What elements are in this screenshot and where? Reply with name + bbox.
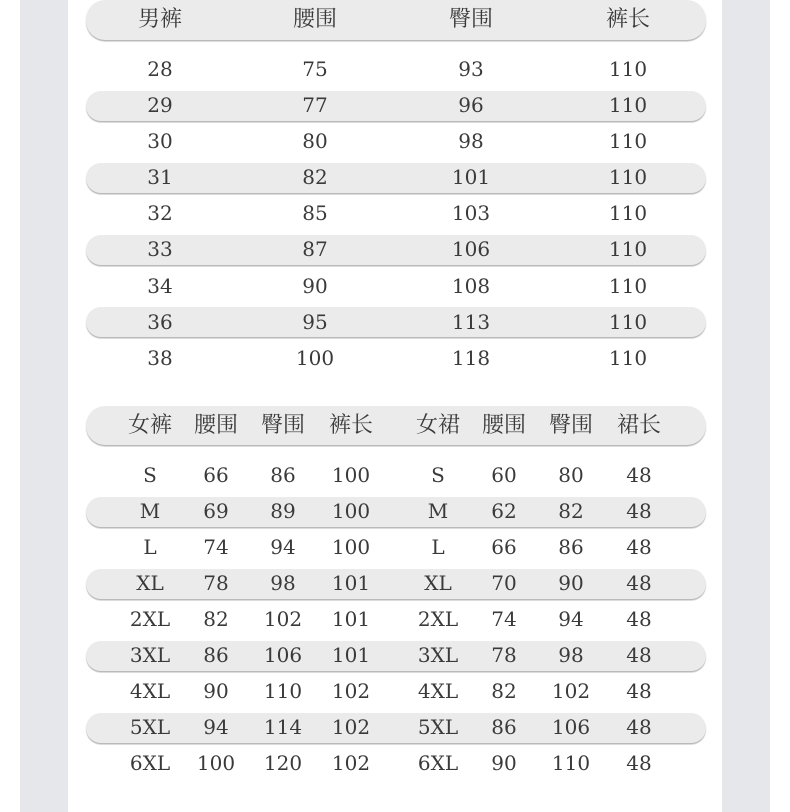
table-row — [0, 637, 790, 673]
pants-waist-cell: 90 — [203, 679, 229, 703]
waist-cell: 80 — [302, 129, 328, 153]
skirt-waist-cell: 74 — [491, 607, 517, 631]
pants-waist-cell: 86 — [203, 643, 229, 667]
table-row — [0, 673, 790, 709]
pants-length-cell: 102 — [331, 751, 371, 775]
skirt-hip-cell: 80 — [558, 463, 584, 487]
hip-cell: 106 — [451, 237, 491, 261]
pants-waist-cell: 66 — [203, 463, 229, 487]
pants-size-cell: 3XL — [129, 643, 171, 667]
table-row — [0, 601, 790, 637]
pants-hip-cell: 106 — [263, 643, 303, 667]
hip-cell: 103 — [451, 201, 491, 225]
skirt-size-cell: 2XL — [417, 607, 459, 631]
size-cell: 31 — [147, 165, 173, 189]
skirt-length-cell: 48 — [626, 643, 652, 667]
skirt-hip-cell: 102 — [551, 679, 591, 703]
skirt-hip-cell: 94 — [558, 607, 584, 631]
pants-hip-cell: 102 — [263, 607, 303, 631]
skirt-waist-cell: 66 — [491, 535, 517, 559]
size-cell: 28 — [147, 57, 173, 81]
size-cell: 36 — [147, 310, 173, 334]
length-cell: 110 — [608, 310, 648, 334]
skirt-hip-cell: 110 — [551, 751, 591, 775]
pants-hip-cell: 120 — [263, 751, 303, 775]
pants-waist-cell: 94 — [203, 715, 229, 739]
skirt-hip-cell: 86 — [558, 535, 584, 559]
table-row — [0, 87, 790, 123]
women-header-row — [0, 406, 790, 446]
pants-hip-cell: 114 — [263, 715, 303, 739]
table-row — [0, 268, 790, 304]
skirt-length-cell: 48 — [626, 679, 652, 703]
skirt-length-cell: 48 — [626, 535, 652, 559]
pants-size-cell: XL — [136, 571, 164, 595]
hip-cell: 93 — [458, 57, 484, 81]
table-row — [0, 709, 790, 745]
size-cell: 33 — [147, 237, 173, 261]
pants-hip-cell: 89 — [270, 499, 296, 523]
pants-hip-cell: 86 — [270, 463, 296, 487]
skirt-hip-cell: 106 — [551, 715, 591, 739]
pants-size-cell: 4XL — [129, 679, 171, 703]
skirt-hip-cell: 82 — [558, 499, 584, 523]
waist-cell: 77 — [302, 93, 328, 117]
pants-length-cell: 101 — [331, 643, 371, 667]
waist-cell: 87 — [302, 237, 328, 261]
women-header-pants-hip: 臀围 — [260, 413, 305, 438]
skirt-length-cell: 48 — [626, 715, 652, 739]
skirt-size-cell: M — [427, 499, 449, 523]
women-header-skirt-hip: 臀围 — [548, 413, 593, 438]
waist-cell: 85 — [302, 201, 328, 225]
women-header-pants-length: 裤长 — [328, 413, 373, 438]
skirt-length-cell: 48 — [626, 571, 652, 595]
skirt-waist-cell: 60 — [491, 463, 517, 487]
pants-size-cell: L — [143, 535, 157, 559]
men-header-length: 裤长 — [605, 7, 650, 32]
skirt-length-cell: 48 — [626, 751, 652, 775]
table-row — [0, 231, 790, 267]
length-cell: 110 — [608, 129, 648, 153]
women-header-skirt-length: 裙长 — [616, 413, 661, 438]
length-cell: 110 — [608, 201, 648, 225]
waist-cell: 100 — [295, 346, 335, 370]
skirt-size-cell: 3XL — [417, 643, 459, 667]
pants-length-cell: 101 — [331, 607, 371, 631]
skirt-size-cell: 5XL — [417, 715, 459, 739]
size-cell: 29 — [147, 93, 173, 117]
women-header-pants-size: 女裤 — [127, 413, 172, 438]
women-header-skirt-waist: 腰围 — [481, 413, 526, 438]
length-cell: 110 — [608, 93, 648, 117]
table-row — [0, 529, 790, 565]
pants-waist-cell: 78 — [203, 571, 229, 595]
skirt-length-cell: 48 — [626, 463, 652, 487]
skirt-size-cell: 6XL — [417, 751, 459, 775]
skirt-length-cell: 48 — [626, 499, 652, 523]
women-header-skirt-size: 女裙 — [415, 413, 460, 438]
hip-cell: 96 — [458, 93, 484, 117]
skirt-waist-cell: 82 — [491, 679, 517, 703]
pants-size-cell: S — [143, 463, 157, 487]
pants-length-cell: 100 — [331, 499, 371, 523]
table-row — [0, 565, 790, 601]
skirt-waist-cell: 86 — [491, 715, 517, 739]
table-row — [0, 195, 790, 231]
pants-size-cell: M — [139, 499, 161, 523]
table-row — [0, 159, 790, 195]
table-row — [0, 304, 790, 340]
pants-waist-cell: 82 — [203, 607, 229, 631]
pants-size-cell: 5XL — [129, 715, 171, 739]
waist-cell: 75 — [302, 57, 328, 81]
skirt-size-cell: S — [431, 463, 445, 487]
pants-size-cell: 6XL — [129, 751, 171, 775]
waist-cell: 82 — [302, 165, 328, 189]
men-header-size: 男裤 — [137, 7, 182, 32]
men-header-hip: 臀围 — [448, 7, 493, 32]
skirt-waist-cell: 62 — [491, 499, 517, 523]
hip-cell: 101 — [451, 165, 491, 189]
waist-cell: 95 — [302, 310, 328, 334]
table-row — [0, 745, 790, 781]
pants-hip-cell: 94 — [270, 535, 296, 559]
women-header-pants-waist: 腰围 — [193, 413, 238, 438]
skirt-waist-cell: 70 — [491, 571, 517, 595]
pants-waist-cell: 74 — [203, 535, 229, 559]
pants-hip-cell: 110 — [263, 679, 303, 703]
length-cell: 110 — [608, 346, 648, 370]
pants-length-cell: 100 — [331, 463, 371, 487]
table-row — [0, 457, 790, 493]
skirt-size-cell: L — [431, 535, 445, 559]
table-row — [0, 493, 790, 529]
length-cell: 110 — [608, 57, 648, 81]
pants-waist-cell: 100 — [196, 751, 236, 775]
pants-length-cell: 102 — [331, 715, 371, 739]
hip-cell: 113 — [451, 310, 491, 334]
size-cell: 32 — [147, 201, 173, 225]
hip-cell: 98 — [458, 129, 484, 153]
skirt-size-cell: 4XL — [417, 679, 459, 703]
skirt-hip-cell: 90 — [558, 571, 584, 595]
table-row — [0, 123, 790, 159]
pants-length-cell: 100 — [331, 535, 371, 559]
pants-hip-cell: 98 — [270, 571, 296, 595]
men-header-waist: 腰围 — [292, 7, 337, 32]
skirt-waist-cell: 90 — [491, 751, 517, 775]
length-cell: 110 — [608, 165, 648, 189]
men-header-row — [0, 0, 790, 40]
skirt-length-cell: 48 — [626, 607, 652, 631]
skirt-waist-cell: 78 — [491, 643, 517, 667]
pants-length-cell: 102 — [331, 679, 371, 703]
hip-cell: 118 — [451, 346, 491, 370]
table-row — [0, 340, 790, 376]
size-cell: 38 — [147, 346, 173, 370]
waist-cell: 90 — [302, 274, 328, 298]
length-cell: 110 — [608, 274, 648, 298]
hip-cell: 108 — [451, 274, 491, 298]
size-cell: 30 — [147, 129, 173, 153]
pants-length-cell: 101 — [331, 571, 371, 595]
skirt-size-cell: XL — [424, 571, 452, 595]
size-cell: 34 — [147, 274, 173, 298]
pants-size-cell: 2XL — [129, 607, 171, 631]
skirt-hip-cell: 98 — [558, 643, 584, 667]
length-cell: 110 — [608, 237, 648, 261]
table-row — [0, 51, 790, 87]
pants-waist-cell: 69 — [203, 499, 229, 523]
